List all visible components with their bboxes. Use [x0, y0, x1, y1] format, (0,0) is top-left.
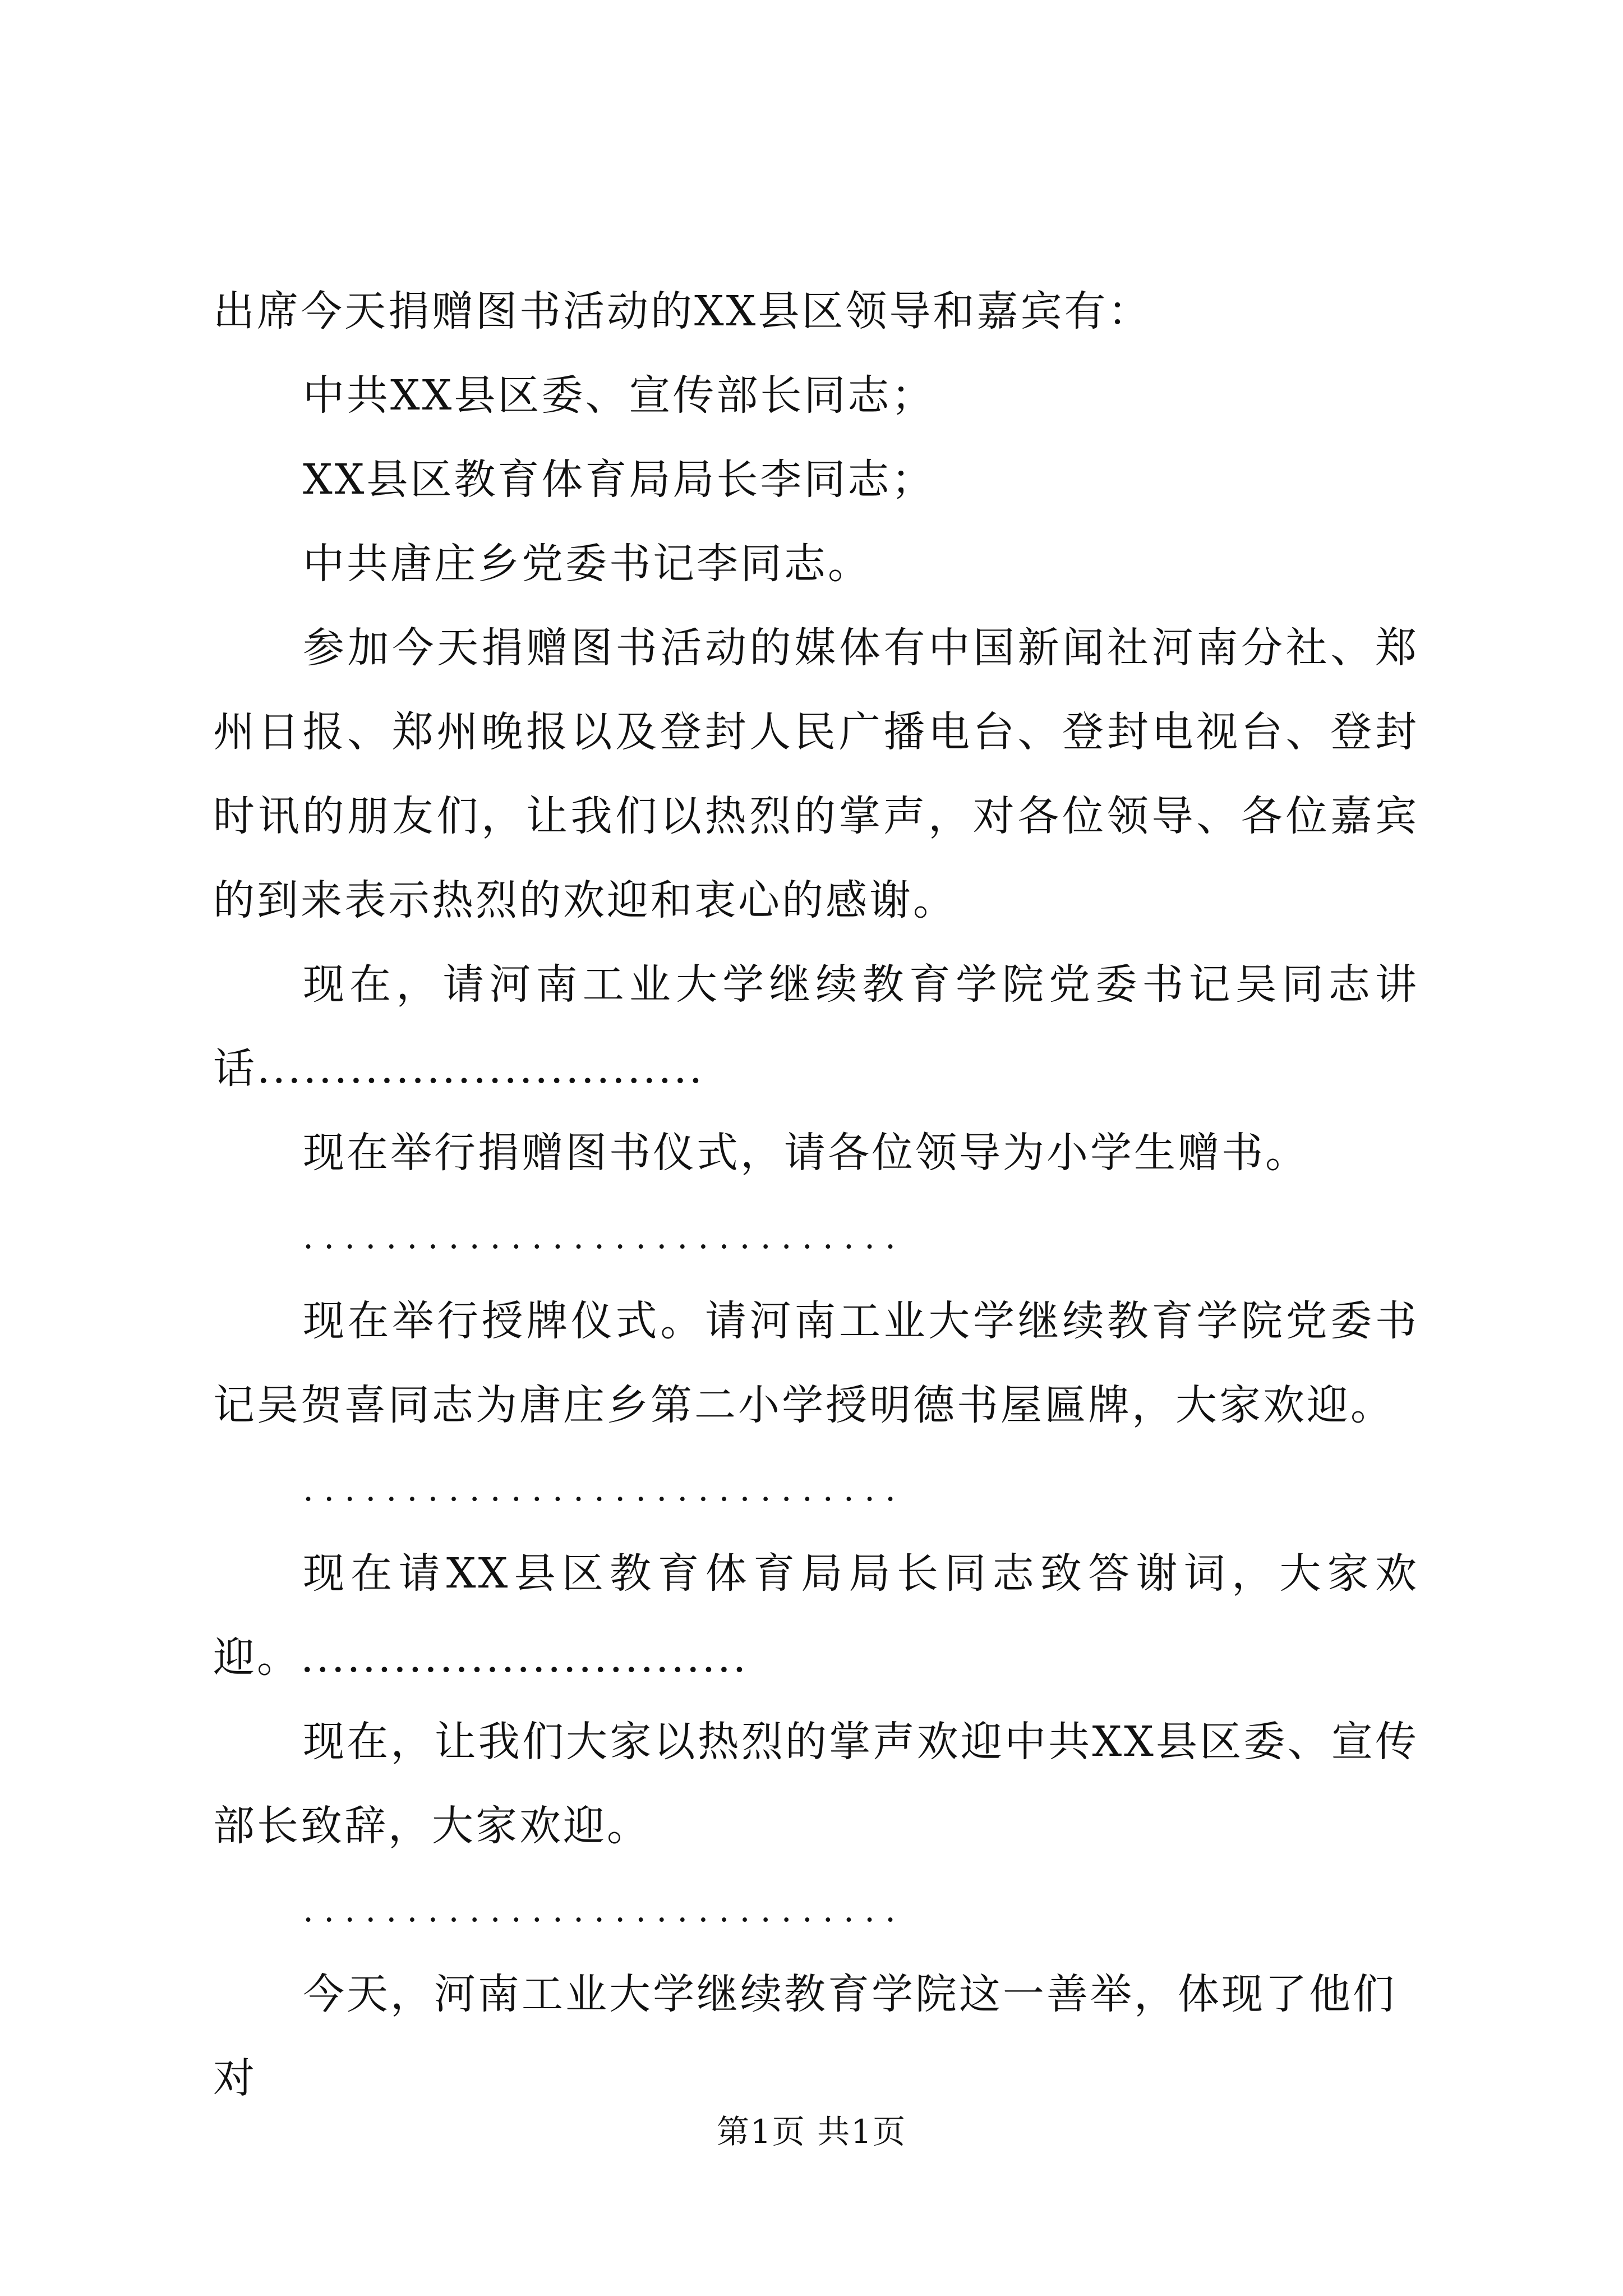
paragraph-intro: 出席今天捐赠图书活动的XX县区领导和嘉宾有：: [213, 287, 1152, 335]
paragraph-guest-1: 中共XX县区委、宣传部长同志；: [303, 371, 935, 420]
dotted-leader-2: .............................: [303, 1470, 906, 1509]
page-footer: 第1页 共1页: [716, 2113, 907, 2151]
paragraph-speech-wu: 现在，请河南工业大学继续教育学院党委书记吴同志讲话.............................: [213, 960, 1419, 1093]
paragraph-guest-2: XX县区教育体育局局长李同志；: [303, 455, 935, 504]
paragraph-closing: 今天，河南工业大学继续教育学院这一善举，体现了他们对: [213, 1970, 1396, 2102]
dotted-leader-3: .............................: [303, 1890, 906, 1930]
paragraph-address: 现在，让我们大家以热烈的掌声欢迎中共XX县区委、宣传部长致辞，大家欢迎。: [213, 1718, 1419, 1850]
document-body: [213, 269, 1419, 2120]
paragraph-donation-ceremony: 现在举行捐赠图书仪式，请各位领导为小学生赠书。: [303, 1129, 1309, 1177]
paragraph-plaque-ceremony: 现在举行授牌仪式。请河南工业大学继续教育学院党委书记吴贺喜同志为唐庄乡第二小学授明德书屋匾牌，大家欢迎。: [213, 1297, 1419, 1429]
paragraph-guest-3: 中共唐庄乡党委书记李同志。: [303, 540, 872, 588]
dotted-leader-1: .............................: [303, 1217, 906, 1257]
paragraph-media: 参加今天捐赠图书活动的媒体有中国新闻社河南分社、郑州日报、郑州晚报以及登封人民广播电台、登封电视台、登封时讯的朋友们，让我们以热烈的掌声，对各位领导、各位嘉宾的到来表示热烈的欢迎和衷心的感谢。: [213, 624, 1419, 924]
paragraph-thanks-speech: 现在请XX县区教育体育局局长同志致答谢词，大家欢迎。.............................: [213, 1549, 1419, 1682]
